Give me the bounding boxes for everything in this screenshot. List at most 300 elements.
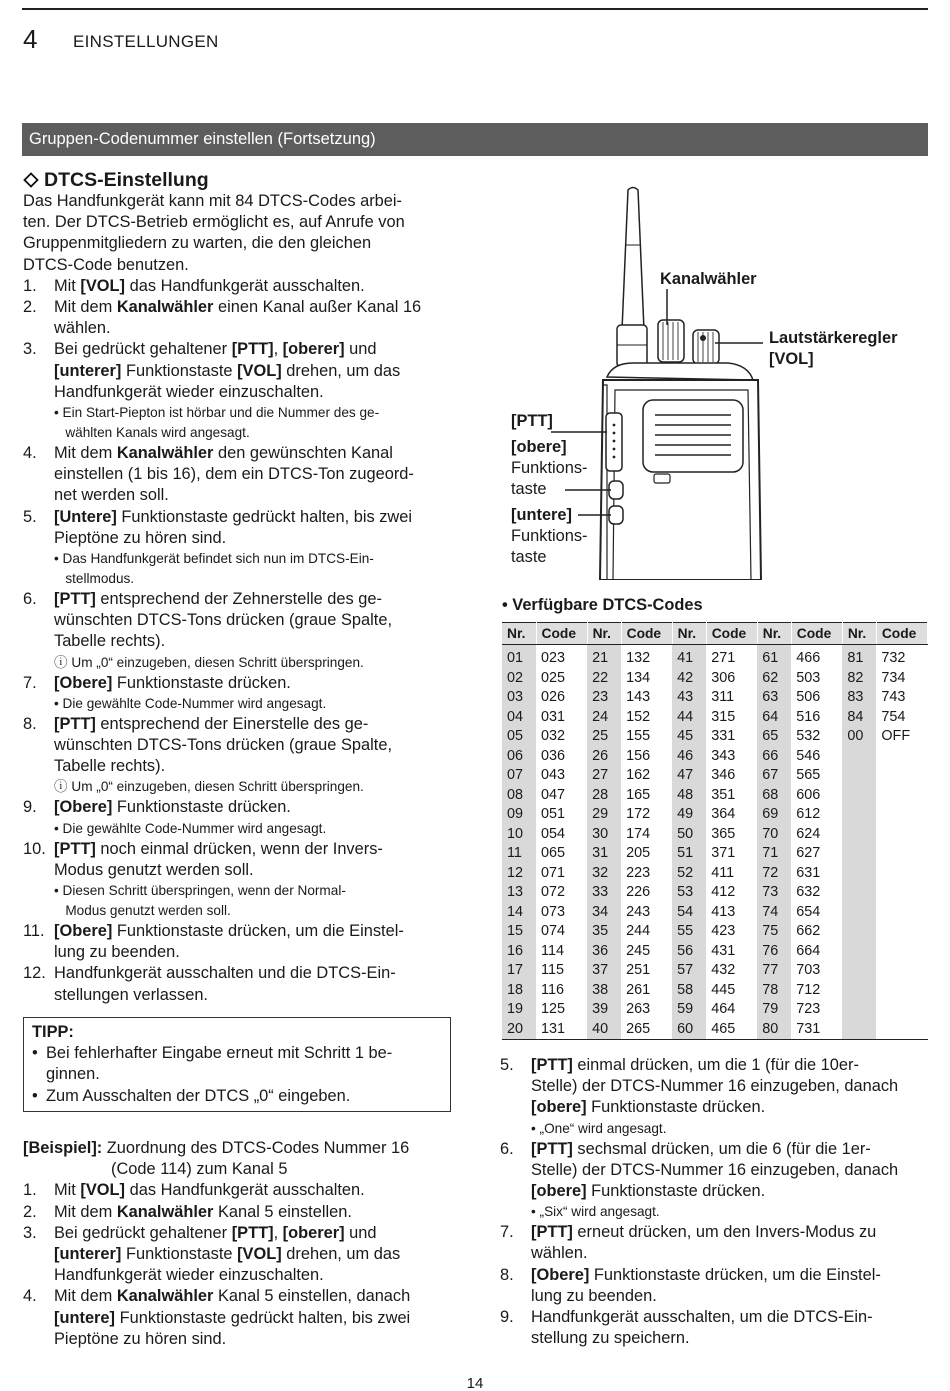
right-step-5: 5. [PTT] einmal drücken, um die 1 (für die 10er- Stelle) der DTCS-Nummer 16 einzugeben, danach [obere] Funktionstaste drücken. — [500, 1056, 899, 1117]
intro-text: Das Handfunkgerät kann mit 84 DTCS-Codes arbei- ten. Der DTCS-Betrieb ermöglicht es, auf Anrufe von Gruppenmitgliedern zu warten, die den gleichen DTCS-Code benutzen. — [23, 192, 405, 274]
cell-nr: 42 — [672, 669, 706, 689]
section-title — [23, 168, 209, 192]
cell-code: 125 — [541, 1001, 566, 1017]
table-title: • Verfügbare DTCS-Codes — [502, 596, 703, 614]
label-upper-line-3: taste — [511, 480, 547, 498]
cell-nr: 08 — [502, 786, 536, 806]
cell-nr: 38 — [587, 981, 621, 1001]
cell-nr: 82 — [842, 669, 876, 689]
table-row — [502, 922, 928, 942]
cell-code: 723 — [796, 1001, 821, 1017]
cell-code: 546 — [796, 747, 821, 764]
cell-nr: 13 — [502, 883, 536, 903]
cell-code: 506 — [796, 689, 821, 705]
cell-code: 712 — [796, 981, 821, 998]
cell-nr: 74 — [757, 903, 791, 923]
cell-nr: 07 — [502, 766, 536, 786]
cell-nr: 18 — [502, 981, 536, 1001]
cell-nr: 54 — [672, 903, 706, 923]
cell-code: 411 — [711, 864, 735, 881]
label-lower-line-2: Funktions- — [511, 527, 588, 545]
cell-code: 365 — [711, 825, 736, 842]
cell-nr: 03 — [502, 688, 536, 708]
step-5-note: • Das Handfunkgerät befindet sich nun im DTCS-Ein- stellmodus. — [54, 551, 374, 587]
label-volume — [769, 328, 897, 370]
cell-code: 143 — [626, 689, 651, 705]
cell-code: 371 — [711, 845, 736, 861]
step-10-note: • Diesen Schritt überspringen, wenn der Normal- Modus genutzt werden soll. — [54, 883, 346, 919]
cell-code: 532 — [796, 728, 821, 744]
label-lower-line-1: [untere] — [511, 506, 573, 524]
header-code: Code — [706, 623, 757, 645]
cell-nr: 37 — [587, 961, 621, 981]
cell-nr: 55 — [672, 922, 706, 942]
step-6-note-text: Um „0“ einzugeben, diesen Schritt überspringen. — [71, 654, 364, 670]
cell-nr — [842, 766, 876, 786]
cell-nr: 70 — [757, 825, 791, 845]
step-6: 6. [PTT] entsprechend der Zehnerstelle des ge- wünschten DTCS-Tons drücken (graue Spalte, Tabelle rechts). — [23, 590, 392, 651]
cell-code: 331 — [711, 728, 736, 744]
cell-nr: 47 — [672, 766, 706, 786]
diamond-icon — [23, 172, 39, 188]
cell-code: 116 — [541, 981, 564, 998]
cell-nr: 44 — [672, 708, 706, 728]
table-row — [502, 805, 928, 825]
header-code: Code — [876, 623, 927, 645]
cell-code: 612 — [796, 806, 821, 822]
cell-code: 632 — [796, 884, 821, 900]
radio-illustration — [503, 185, 933, 580]
header-code: Code — [536, 623, 587, 645]
cell-code — [876, 825, 927, 845]
cell-nr: 63 — [757, 688, 791, 708]
header-nr: Nr. — [842, 623, 876, 645]
cell-nr: 00 — [842, 727, 876, 747]
cell-code — [876, 1000, 927, 1020]
cell-code: 465 — [706, 1020, 757, 1040]
cell-code: 155 — [626, 728, 651, 744]
label-lower-button — [511, 505, 588, 568]
example-line-1: Zuordnung des DTCS-Codes Nummer 16 — [106, 1139, 410, 1157]
table-row — [502, 844, 928, 864]
cell-nr — [842, 981, 876, 1001]
step-9: 9. [Obere] Funktionstaste drücken. — [23, 798, 291, 817]
cell-code: 115 — [541, 962, 564, 978]
cell-nr: 34 — [587, 903, 621, 923]
cell-nr: 26 — [587, 747, 621, 767]
dtcs-codes-table — [502, 622, 928, 1040]
cell-nr: 79 — [757, 1000, 791, 1020]
table-row — [502, 669, 928, 689]
tip-bullet-1: • Bei fehlerhafter Eingabe erneut mit Schritt 1 be- ginnen. — [32, 1044, 393, 1084]
step-12: 12. Handfunkgerät ausschalten und die DTCS-Ein- stellungen verlassen. — [23, 964, 396, 1004]
cell-code: 464 — [711, 1001, 736, 1017]
cell-nr: 21 — [587, 645, 621, 669]
table-header-row — [502, 623, 928, 645]
table-row — [502, 766, 928, 786]
cell-code: 244 — [626, 923, 651, 939]
table-row — [502, 942, 928, 962]
table-row — [502, 825, 928, 845]
cell-nr: 10 — [502, 825, 536, 845]
cell-code: 065 — [541, 845, 566, 861]
cell-nr: 28 — [587, 786, 621, 806]
cell-nr: 84 — [842, 708, 876, 728]
cell-code: 165 — [626, 786, 651, 803]
cell-code: 351 — [711, 786, 736, 803]
cell-nr: 49 — [672, 805, 706, 825]
cell-code: 413 — [711, 903, 736, 920]
cell-code: 432 — [711, 962, 736, 978]
cell-code: 503 — [796, 669, 821, 686]
cell-code — [876, 942, 927, 962]
cell-code: 466 — [796, 650, 821, 666]
cell-code: 152 — [626, 708, 651, 725]
cell-code — [876, 864, 927, 884]
cell-code: 664 — [796, 942, 821, 959]
cell-nr: 73 — [757, 883, 791, 903]
cell-code: 243 — [626, 903, 651, 920]
cell-code: 516 — [796, 708, 821, 725]
cell-nr: 52 — [672, 864, 706, 884]
label-lower-line-3: taste — [511, 548, 547, 566]
cell-code: 731 — [791, 1020, 842, 1040]
cell-nr: 01 — [502, 645, 536, 669]
cell-nr: 69 — [757, 805, 791, 825]
cell-nr: 80 — [757, 1020, 791, 1040]
cell-nr: 40 — [587, 1020, 621, 1040]
cell-code — [876, 961, 927, 981]
cell-nr: 06 — [502, 747, 536, 767]
cell-code — [876, 1020, 927, 1040]
table-body — [502, 645, 928, 1040]
header-code: Code — [621, 623, 672, 645]
cell-code: 245 — [626, 942, 651, 959]
step-6-note — [23, 653, 451, 673]
cell-code: 343 — [711, 747, 736, 764]
cell-code: 346 — [711, 767, 736, 783]
cell-code: 624 — [796, 825, 821, 842]
cell-nr: 33 — [587, 883, 621, 903]
table-row — [502, 961, 928, 981]
cell-code: 261 — [626, 981, 651, 998]
cell-nr: 67 — [757, 766, 791, 786]
tip-bullet-2-text: Zum Ausschalten der DTCS „0“ eingeben. — [46, 1086, 351, 1105]
cell-nr — [842, 825, 876, 845]
cell-code: 132 — [626, 650, 651, 666]
label-ptt: [PTT] — [511, 412, 553, 430]
table-row — [502, 727, 928, 747]
cell-code — [876, 747, 927, 767]
cell-code — [876, 903, 927, 923]
cell-code: 631 — [796, 864, 821, 881]
cell-code: 026 — [541, 689, 566, 705]
example-step-3: 3. Bei gedrückt gehaltener [PTT], [oberer] und [unterer] Funktionstaste [VOL] drehen, um das Handfunkgerät wieder einzuschalten. — [23, 1223, 401, 1285]
cell-code: 263 — [626, 1001, 651, 1017]
cell-nr — [842, 942, 876, 962]
cell-code: 156 — [626, 747, 651, 764]
table-row — [502, 981, 928, 1001]
cell-code: 703 — [796, 962, 821, 978]
cell-nr: 58 — [672, 981, 706, 1001]
cell-code — [876, 981, 927, 1001]
cell-code: 054 — [541, 825, 566, 842]
cell-nr — [842, 922, 876, 942]
cell-nr: 81 — [842, 645, 876, 669]
cell-nr — [842, 1020, 876, 1040]
example-step-2: 2. Mit dem Kanalwähler Kanal 5 einstellen. — [23, 1202, 352, 1221]
cell-nr: 31 — [587, 844, 621, 864]
cell-nr — [842, 1000, 876, 1020]
step-4: 4. Mit dem Kanalwähler den gewünschten Kanal einstellen (1 bis 16), dem ein DTCS-Ton zugeord- net werden soll. — [23, 444, 414, 505]
example-section — [23, 1138, 451, 1350]
table-row — [502, 883, 928, 903]
cell-code: 271 — [711, 650, 736, 666]
cell-code: 172 — [626, 806, 651, 822]
cell-code: 265 — [621, 1020, 672, 1040]
header-nr: Nr. — [672, 623, 706, 645]
section-banner: Gruppen-Codenummer einstellen (Fortsetzung) — [22, 123, 928, 156]
right-step-6: 6. [PTT] sechsmal drücken, um die 6 (für die 1er- Stelle) der DTCS-Nummer 16 einzugeben, danach [obere] Funktionstaste drücken. — [500, 1139, 899, 1201]
cell-code: 734 — [881, 669, 906, 686]
tip-bullet-2: • Zum Ausschalten der DTCS „0“ eingeben. — [32, 1086, 351, 1105]
cell-code: 174 — [626, 825, 651, 842]
cell-code: 032 — [541, 728, 566, 744]
cell-code — [876, 844, 927, 864]
step-8-note — [23, 777, 451, 797]
step-10: 10. [PTT] noch einmal drücken, wenn der Invers- Modus genutzt werden soll. — [23, 839, 383, 879]
cell-nr: 27 — [587, 766, 621, 786]
cell-code: 162 — [626, 767, 651, 783]
cell-code: 071 — [541, 864, 566, 881]
cell-code: 627 — [796, 845, 821, 861]
cell-nr: 64 — [757, 708, 791, 728]
step-8: 8. [PTT] entsprechend der Einerstelle des ge- wünschten DTCS-Tons drücken (graue Spalte, Tabelle rechts). — [23, 714, 392, 776]
table-row — [502, 903, 928, 923]
cell-code: 306 — [711, 669, 736, 686]
cell-code — [876, 766, 927, 786]
cell-nr: 77 — [757, 961, 791, 981]
chapter-title: EINSTELLUNGEN — [73, 32, 219, 51]
cell-code: 051 — [541, 806, 566, 822]
step-7: 7. [Obere] Funktionstaste drücken. — [23, 673, 291, 692]
cell-code: 205 — [626, 845, 651, 861]
cell-code: 732 — [881, 650, 906, 666]
cell-nr: 25 — [587, 727, 621, 747]
cell-nr — [842, 903, 876, 923]
cell-code: 754 — [881, 708, 906, 725]
cell-nr: 57 — [672, 961, 706, 981]
cell-nr: 02 — [502, 669, 536, 689]
cell-nr: 72 — [757, 864, 791, 884]
cell-nr: 16 — [502, 942, 536, 962]
example-step-1: 1. Mit [VOL] das Handfunkgerät ausschalten. — [23, 1181, 365, 1200]
cell-nr: 56 — [672, 942, 706, 962]
cell-code: 023 — [541, 650, 566, 666]
step-7-note: • Die gewählte Code-Nummer wird angesagt. — [54, 695, 327, 711]
cell-nr: 04 — [502, 708, 536, 728]
cell-nr: 23 — [587, 688, 621, 708]
example-label: [Beispiel]: — [23, 1139, 103, 1157]
right-step-5-note: • „One“ wird angesagt. — [531, 1120, 667, 1136]
cell-nr — [842, 883, 876, 903]
right-step-8: 8. [Obere] Funktionstaste drücken, um die Einstel- lung zu beenden. — [500, 1265, 881, 1305]
header-code: Code — [791, 623, 842, 645]
cell-nr: 66 — [757, 747, 791, 767]
cell-nr: 53 — [672, 883, 706, 903]
cell-code: 251 — [626, 962, 651, 978]
cell-code: 114 — [541, 942, 564, 959]
cell-nr — [842, 864, 876, 884]
cell-nr: 05 — [502, 727, 536, 747]
example-line-2: (Code 114) zum Kanal 5 — [111, 1160, 288, 1179]
tip-box — [23, 1017, 451, 1112]
label-volume-line-2: [VOL] — [769, 350, 814, 368]
cell-nr: 46 — [672, 747, 706, 767]
cell-code: 223 — [626, 864, 651, 881]
cell-code: 031 — [541, 708, 566, 725]
table-row — [502, 708, 928, 728]
cell-code — [876, 922, 927, 942]
cell-code — [876, 805, 927, 825]
tip-title: TIPP: — [32, 1023, 74, 1041]
cell-nr: 29 — [587, 805, 621, 825]
cell-nr: 43 — [672, 688, 706, 708]
cell-nr: 50 — [672, 825, 706, 845]
step-3: 3. Bei gedrückt gehaltener [PTT], [oberer] und [unterer] Funktionstaste [VOL] drehen, um das Handfunkgerät wieder einzuschalten. — [23, 340, 401, 401]
cell-code: 074 — [541, 923, 566, 939]
cell-code: 606 — [796, 786, 821, 803]
step-3-note: • Ein Start-Piepton ist hörbar und die Nummer des ge- wählten Kanals wird angesagt. — [54, 405, 380, 441]
step-5: 5. [Untere] Funktionstaste gedrückt halten, bis zwei Pieptöne zu hören sind. — [23, 507, 413, 547]
info-icon: ⓘ — [54, 654, 68, 670]
cell-code: 445 — [711, 981, 736, 998]
table-row — [502, 786, 928, 806]
cell-code: 043 — [541, 767, 566, 783]
cell-nr — [842, 747, 876, 767]
label-volume-line-1: Lautstärkeregler — [769, 329, 898, 347]
cell-nr — [842, 805, 876, 825]
cell-nr: 36 — [587, 942, 621, 962]
cell-code: 565 — [796, 767, 821, 783]
table-row — [502, 1020, 928, 1040]
right-step-7: 7. [PTT] erneut drücken, um den Invers-Modus zu wählen. — [500, 1223, 877, 1263]
cell-nr: 83 — [842, 688, 876, 708]
cell-nr — [842, 786, 876, 806]
cell-nr: 65 — [757, 727, 791, 747]
cell-nr: 20 — [502, 1020, 536, 1040]
cell-code: 431 — [711, 942, 736, 959]
chapter-number: 4 — [23, 24, 38, 54]
header-nr: Nr. — [757, 623, 791, 645]
cell-nr: 30 — [587, 825, 621, 845]
cell-nr: 09 — [502, 805, 536, 825]
step-1: 1. Mit [VOL] das Handfunkgerät ausschalten. — [23, 276, 365, 295]
table-row — [502, 688, 928, 708]
cell-code: 036 — [541, 747, 566, 764]
right-column-steps — [500, 1055, 930, 1349]
step-2: 2. Mit dem Kanalwähler einen Kanal außer Kanal 16 wählen. — [23, 298, 422, 338]
table-row — [502, 864, 928, 884]
cell-nr: 35 — [587, 922, 621, 942]
header-nr: Nr. — [587, 623, 621, 645]
cell-nr: 78 — [757, 981, 791, 1001]
cell-code: 423 — [711, 923, 736, 939]
cell-nr: 60 — [672, 1020, 706, 1040]
cell-nr: 48 — [672, 786, 706, 806]
cell-code: 662 — [796, 923, 821, 939]
section-title-text: DTCS-Einstellung — [44, 169, 209, 191]
cell-nr: 12 — [502, 864, 536, 884]
cell-code: 134 — [626, 669, 651, 686]
cell-nr: 76 — [757, 942, 791, 962]
cell-nr: 71 — [757, 844, 791, 864]
cell-code: OFF — [881, 728, 911, 744]
cell-nr: 51 — [672, 844, 706, 864]
info-icon: ⓘ — [54, 779, 68, 795]
cell-nr: 32 — [587, 864, 621, 884]
right-step-6-note: • „Six“ wird angesagt. — [531, 1204, 660, 1220]
cell-nr: 45 — [672, 727, 706, 747]
cell-nr: 62 — [757, 669, 791, 689]
cell-nr — [842, 844, 876, 864]
cell-nr: 68 — [757, 786, 791, 806]
cell-nr: 15 — [502, 922, 536, 942]
cell-code: 131 — [536, 1020, 587, 1040]
cell-nr: 41 — [672, 645, 706, 669]
page-number: 14 — [466, 1375, 484, 1391]
cell-code: 226 — [626, 884, 651, 900]
right-step-9: 9. Handfunkgerät ausschalten, um die DTCS-Ein- stellung zu speichern. — [500, 1308, 873, 1348]
cell-nr: 19 — [502, 1000, 536, 1020]
cell-nr: 39 — [587, 1000, 621, 1020]
cell-code — [876, 786, 927, 806]
left-column — [23, 191, 451, 1006]
cell-code: 412 — [711, 884, 736, 900]
cell-nr: 14 — [502, 903, 536, 923]
step-8-note-text: Um „0“ einzugeben, diesen Schritt überspringen. — [71, 779, 364, 795]
label-upper-line-2: Funktions- — [511, 459, 588, 477]
cell-nr — [842, 961, 876, 981]
cell-nr: 24 — [587, 708, 621, 728]
cell-nr: 59 — [672, 1000, 706, 1020]
cell-code: 072 — [541, 884, 566, 900]
cell-code: 743 — [881, 689, 906, 705]
header-nr: Nr. — [502, 623, 536, 645]
table-row — [502, 747, 928, 767]
cell-code: 047 — [541, 786, 566, 803]
header-rule — [22, 8, 928, 10]
label-upper-button — [511, 437, 588, 500]
table-row — [502, 1000, 928, 1020]
cell-code: 073 — [541, 903, 566, 920]
cell-code: 311 — [711, 689, 735, 705]
cell-nr: 75 — [757, 922, 791, 942]
cell-code: 315 — [711, 708, 736, 725]
cell-nr: 22 — [587, 669, 621, 689]
cell-nr: 17 — [502, 961, 536, 981]
label-upper-line-1: [obere] — [511, 438, 567, 456]
cell-code — [876, 883, 927, 903]
label-channel-selector: Kanalwähler — [660, 270, 757, 288]
example-heading — [23, 1138, 451, 1159]
step-9-note: • Die gewählte Code-Nummer wird angesagt. — [54, 820, 327, 836]
cell-code: 025 — [541, 669, 566, 686]
cell-code: 654 — [796, 903, 821, 920]
step-11: 11. [Obere] Funktionstaste drücken, um die Einstel- lung zu beenden. — [23, 922, 404, 962]
cell-code: 364 — [711, 806, 736, 822]
example-step-4: 4. Mit dem Kanalwähler Kanal 5 einstellen, danach [untere] Funktionstaste gedrückt halten, bis zwei Pieptöne zu hören sind. — [23, 1287, 411, 1348]
